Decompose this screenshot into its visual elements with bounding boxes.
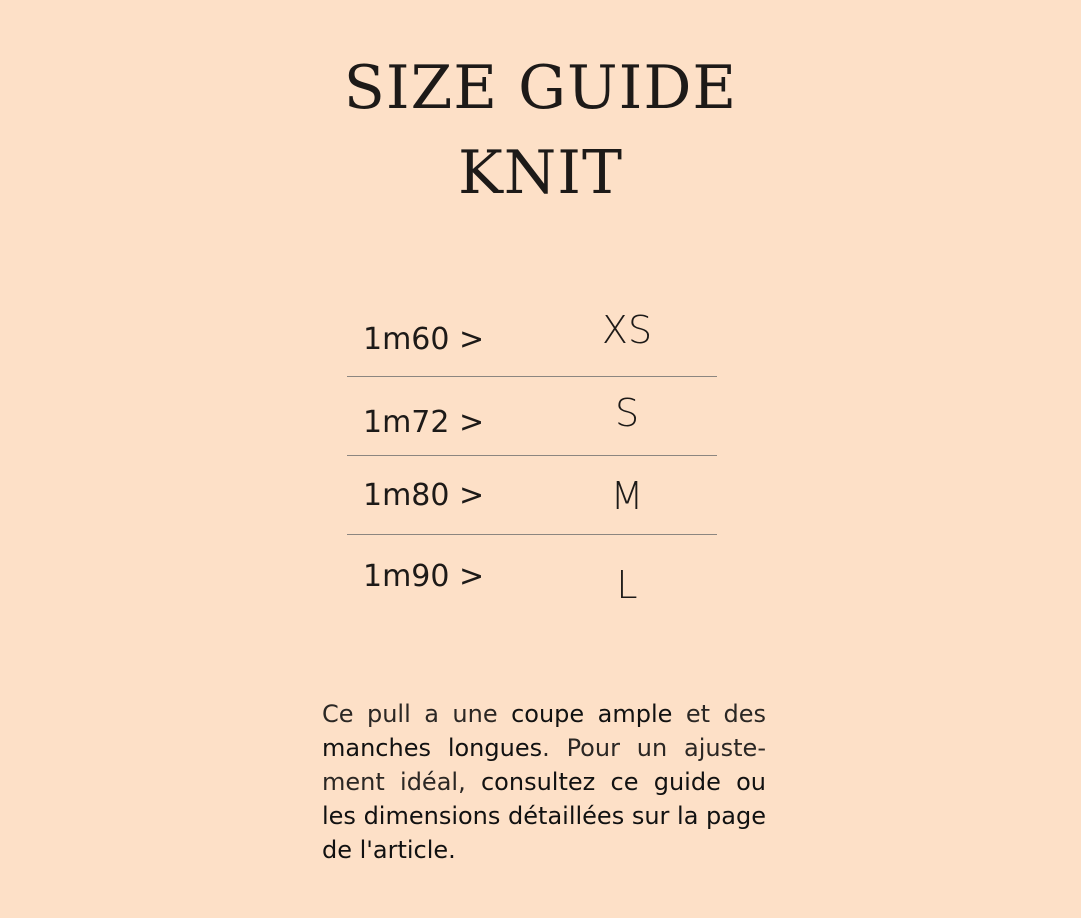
height-value: 1m72 >	[363, 405, 485, 440]
description-highlight: consultez ce guide ou les dimensions détaillées sur la page de l'article.	[322, 768, 766, 864]
table-row	[347, 377, 717, 456]
page-subtitle: KNIT	[457, 138, 624, 208]
table-row	[347, 535, 717, 613]
description-paragraph	[322, 697, 766, 867]
size-value: L	[616, 563, 638, 607]
height-value: 1m80 >	[363, 478, 485, 513]
size-table	[347, 298, 717, 613]
height-value: 1m60 >	[363, 322, 485, 357]
table-row	[347, 298, 717, 377]
description-text: et des	[672, 700, 767, 728]
page-title: SIZE GUIDE	[343, 53, 738, 123]
description-highlight: coupe ample	[511, 700, 673, 728]
size-value: XS	[601, 308, 653, 352]
table-row	[347, 456, 717, 535]
description-highlight: manches longues	[322, 734, 543, 762]
size-value: M	[610, 474, 644, 518]
height-value: 1m90 >	[363, 559, 485, 594]
description-text: . Pour un ajuste-ment idéal,	[322, 734, 766, 796]
description-text: Ce pull a une	[322, 700, 512, 728]
size-value: S	[614, 391, 640, 435]
